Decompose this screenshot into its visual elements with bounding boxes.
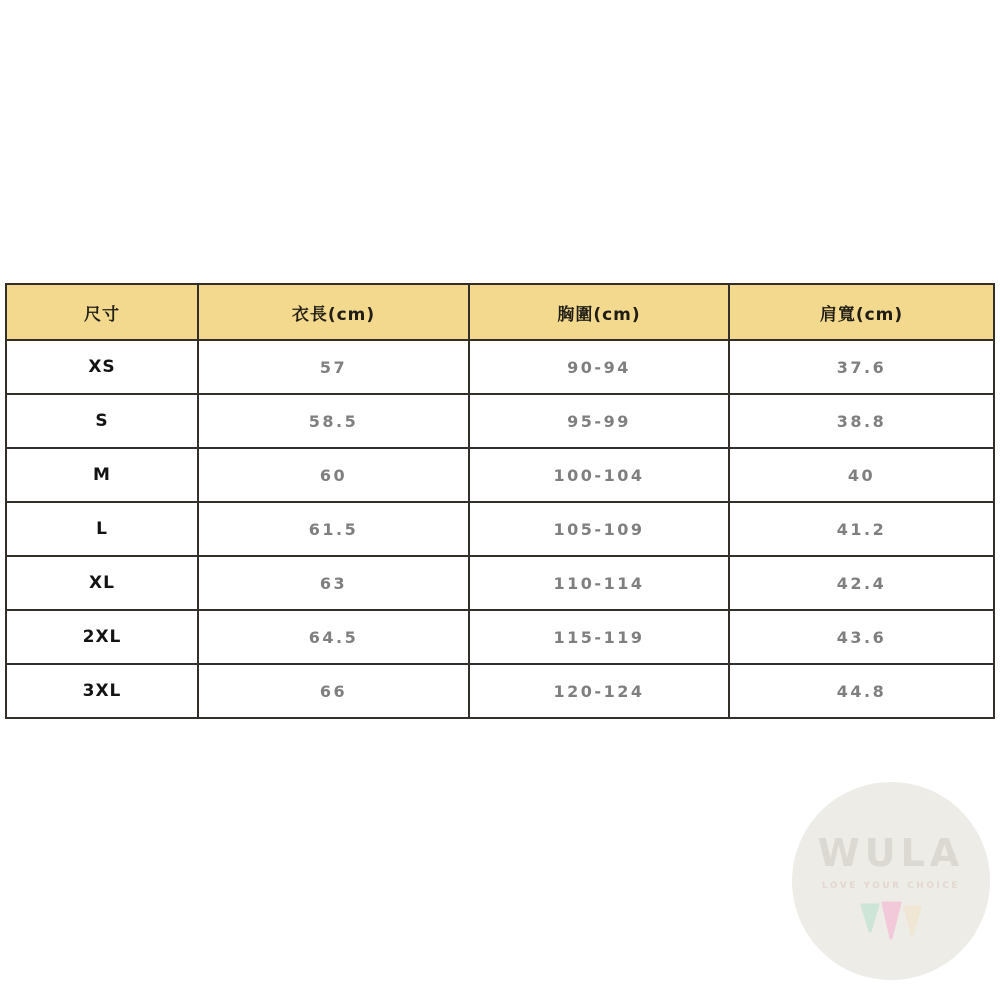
shoulder-value: 42.4 [729,556,994,610]
length-value: 57 [198,340,469,394]
pennant-triangles-icon [860,901,922,945]
chest-value: 100-104 [469,448,729,502]
chest-value: 110-114 [469,556,729,610]
size-table [5,283,995,719]
table-row [6,394,994,448]
length-value: 60 [198,448,469,502]
table-row [6,502,994,556]
length-value: 58.5 [198,394,469,448]
chest-value: 105-109 [469,502,729,556]
header-length: 衣長(cm) [198,284,469,340]
shoulder-value: 41.2 [729,502,994,556]
table-row [6,610,994,664]
shoulder-value: 44.8 [729,664,994,718]
size-label: M [6,448,198,502]
shoulder-value: 43.6 [729,610,994,664]
size-label: L [6,502,198,556]
size-label: XS [6,340,198,394]
chest-value: 95-99 [469,394,729,448]
header-chest: 胸圍(cm) [469,284,729,340]
shoulder-value: 38.8 [729,394,994,448]
size-label: 2XL [6,610,198,664]
table-row [6,556,994,610]
length-value: 64.5 [198,610,469,664]
length-value: 61.5 [198,502,469,556]
wula-watermark [792,782,990,980]
brand-tagline: LOVE YOUR CHOICE [821,881,961,891]
chest-value: 120-124 [469,664,729,718]
header-size: 尺寸 [6,284,198,340]
table-row [6,448,994,502]
chest-value: 115-119 [469,610,729,664]
header-shoulder: 肩寬(cm) [729,284,994,340]
table-row [6,340,994,394]
size-label: S [6,394,198,448]
length-value: 63 [198,556,469,610]
shoulder-value: 37.6 [729,340,994,394]
table-row [6,664,994,718]
brand-logo-text: WULA [817,831,965,875]
shoulder-value: 40 [729,448,994,502]
size-label: 3XL [6,664,198,718]
length-value: 66 [198,664,469,718]
chest-value: 90-94 [469,340,729,394]
table-header-row [6,284,994,340]
size-label: XL [6,556,198,610]
